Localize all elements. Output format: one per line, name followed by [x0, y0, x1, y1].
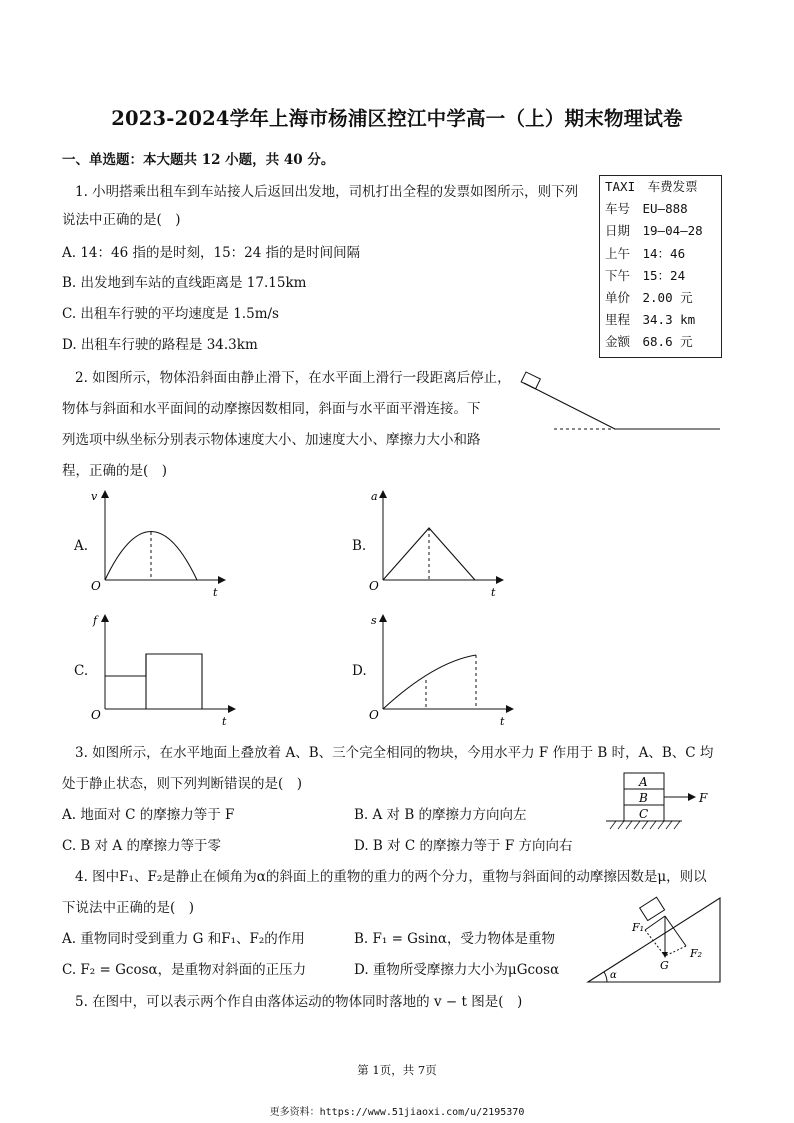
force-arrowhead: [688, 793, 696, 801]
label-b: B: [639, 791, 648, 805]
receipt-row: 金额 68.6 元: [605, 334, 693, 350]
q3-option-d: D. B 对 C 的摩擦力等于 F 方向向右: [354, 838, 573, 854]
graph-c-friction: [88, 612, 238, 727]
axis-label-t: t: [500, 715, 505, 727]
q1-option-a: A. 14：46 指的是时刻，15：24 指的是时间间隔: [62, 245, 361, 261]
q4-option-b: B. F₁ = Gsinα，受力物体是重物: [354, 931, 556, 947]
graph-b-acceleration: [366, 488, 506, 598]
distance-curve: [383, 655, 476, 709]
receipt-row: 下午 15：24: [605, 267, 686, 283]
receipt-row: 里程 34.3 km: [605, 312, 696, 328]
heavy-block: [640, 897, 665, 920]
label-g: G: [660, 959, 669, 972]
origin-label: O: [91, 579, 101, 593]
receipt-row: 日期 19—04—28: [605, 223, 703, 239]
receipt-row: 上午 14：46: [605, 245, 686, 261]
q3-option-c: C. B 对 A 的摩擦力等于零: [62, 838, 221, 854]
q2-stem-line1: 2. 如图所示，物体沿斜面由静止滑下，在水平面上滑行一段距离后停止，: [75, 370, 511, 386]
q1-stem-line1: 1. 小明搭乘出租车到车站接人后返回出发地，司机打出全程的发票如图所示，则下列: [75, 184, 579, 200]
q3-option-b: B. A 对 B 的摩擦力方向向左: [354, 807, 527, 823]
friction-segment-2: [146, 654, 202, 709]
q1-option-d: D. 出租车行驶的路程是 34.3km: [62, 337, 258, 353]
axis-label-v: v: [91, 490, 98, 503]
q2-option-c-label: C.: [74, 663, 89, 679]
q1-option-b: B. 出发地到车站的直线距离是 17.15km: [62, 275, 307, 291]
q2-option-a-label: A.: [74, 538, 89, 554]
origin-label: O: [369, 579, 379, 593]
axis-label-f: f: [93, 614, 98, 627]
label-a: A: [639, 775, 648, 789]
incline-line: [524, 383, 615, 429]
label-f: F: [699, 791, 708, 805]
q2-option-d-label: D.: [352, 663, 367, 679]
label-f1: F₁: [632, 921, 645, 934]
origin-label: O: [369, 708, 379, 722]
axis-label-a: a: [371, 490, 378, 503]
graph-d-distance: [366, 612, 516, 727]
axis-label-s: s: [371, 614, 377, 627]
section-heading: 一、单选题：本大题共 12 小题，共 40 分。: [62, 152, 335, 168]
q4-option-c: C. F₂ = Gcosα，是重物对斜面的正压力: [62, 962, 307, 978]
q4-option-a: A. 重物同时受到重力 G 和F₁、F₂的作用: [62, 931, 305, 947]
q4-stem-line1: 4. 图中F₁、F₂是静止在倾角为α的斜面上的重物的重力的两个分力，重物与斜面间的动摩擦因数是μ，则以: [75, 869, 707, 885]
source-link[interactable]: 更多资料：https://www.51jiaoxi.com/u/2195370: [269, 1107, 525, 1118]
stacked-blocks-figure: [602, 770, 720, 832]
receipt-row: 单价 2.00 元: [605, 289, 693, 305]
page-footer: 第 1页，共 7页: [357, 1063, 437, 1077]
label-c: C: [639, 807, 649, 821]
page-title: 2023-2024学年上海市杨浦区控江中学高一（上）期末物理试卷: [111, 107, 683, 130]
receipt-row: 车号 EU—888: [605, 201, 688, 217]
q3-option-a: A. 地面对 C 的摩擦力等于 F: [62, 807, 235, 823]
origin-label: O: [91, 708, 101, 722]
axis-label-t: t: [491, 586, 496, 598]
incline-figure: [520, 362, 725, 442]
q4-option-d: D. 重物所受摩擦力大小为μGcosα: [354, 962, 560, 978]
receipt-row: TAXI 车费发票: [605, 179, 698, 194]
q2-stem-line2: 物体与斜面和水平面间的动摩擦因数相同，斜面与水平面平滑连接。下: [62, 401, 481, 417]
q2-option-b-label: B.: [352, 538, 367, 554]
axis-label-t: t: [222, 715, 227, 727]
label-alpha: α: [610, 970, 617, 981]
q2-stem-line4: 程，正确的是( ): [62, 463, 168, 479]
q3-stem-line2: 处于静止状态，则下列判断错误的是( ): [62, 776, 303, 792]
q1-stem-line2: 说法中正确的是( ): [62, 212, 181, 228]
label-f2: F₂: [690, 947, 703, 960]
graph-a-velocity: [88, 488, 228, 598]
q5-stem-line1: 5. 在图中，可以表示两个作自由落体运动的物体同时落地的 v − t 图是( ): [75, 994, 523, 1010]
q4-stem-line2: 下说法中正确的是( ): [62, 900, 195, 916]
taxi-receipt: [599, 175, 722, 358]
incline-forces-figure: [585, 886, 723, 986]
q3-stem-line1: 3. 如图所示，在水平地面上叠放着 A、B、三个完全相同的物块，今用水平力 F 作用于 B 时，A、B、C 均: [75, 745, 714, 761]
ground-hatch: [610, 821, 680, 829]
q2-stem-line3: 列选项中纵坐标分别表示物体速度大小、加速度大小、摩擦力大小和路: [62, 432, 481, 448]
q1-option-c: C. 出租车行驶的平均速度是 1.5m/s: [62, 306, 279, 322]
axis-label-t: t: [213, 586, 218, 598]
